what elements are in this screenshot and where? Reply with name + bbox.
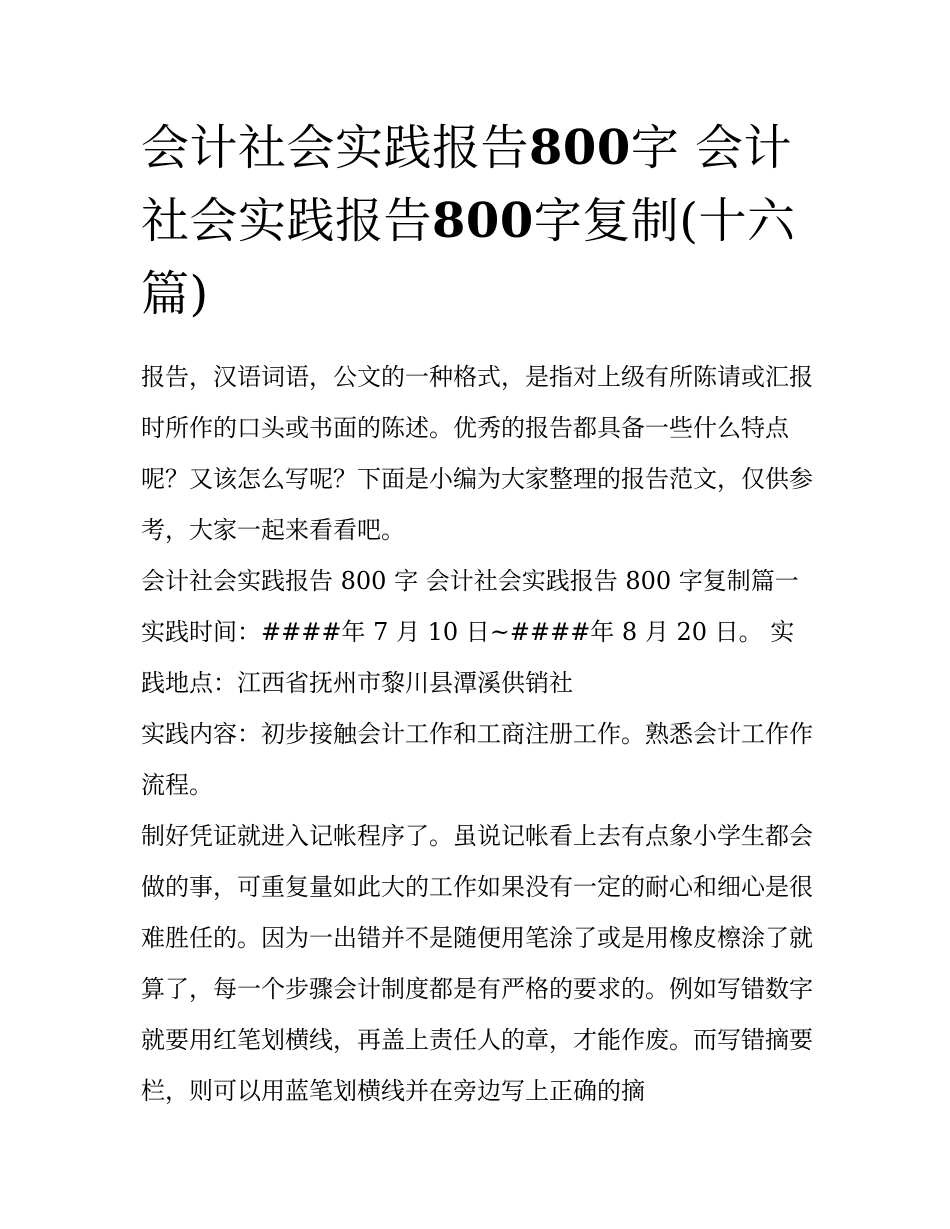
title-text: 字复制(十六篇): [141, 193, 796, 322]
document-title: [141, 112, 813, 331]
practice-time-paragraph: 实践时间：####年 7 月 10 日~####年 8 月 20 日。 实践地点：江西省抚州市黎川县潭溪供销社: [141, 618, 795, 697]
document-body: [141, 112, 813, 1117]
body-paragraph: 制好凭证就进入记帐程序了。虽说记帐看上去有点象小学生都会做的事，可重复量如此大的工作如果没有一定的耐心和细心是很难胜任的。因为一出错并不是随便用笔涂了或是用橡皮檫涂了就算了，每一个步骤会计制度都是有严格的要求的。例如写错数字就要用红笔划横线，再盖上责任人的章，才能作废。而写错摘要栏，则可以用蓝笔划横线并在旁边写上正确的摘: [141, 822, 813, 1105]
title-text: 字 会计社会实践报告: [141, 120, 792, 249]
title-number: 800: [529, 120, 631, 176]
title-number: 800: [432, 193, 534, 249]
intro-paragraph: 报告，汉语词语，公文的一种格式，是指对上级有所陈请或汇报时所作的口头或书面的陈述。优秀的报告都具备一些什么特点呢？又该怎么写呢？下面是小编为大家整理的报告范文，仅供参考，大家一起来看看吧。: [141, 363, 813, 544]
title-text: 会计社会实践报告: [141, 120, 530, 176]
section-heading: 会计社会实践报告 800 字 会计社会实践报告 800 字复制篇一: [141, 567, 799, 595]
practice-content-paragraph: 实践内容：初步接触会计工作和工商注册工作。熟悉会计工作作流程。: [141, 720, 813, 799]
